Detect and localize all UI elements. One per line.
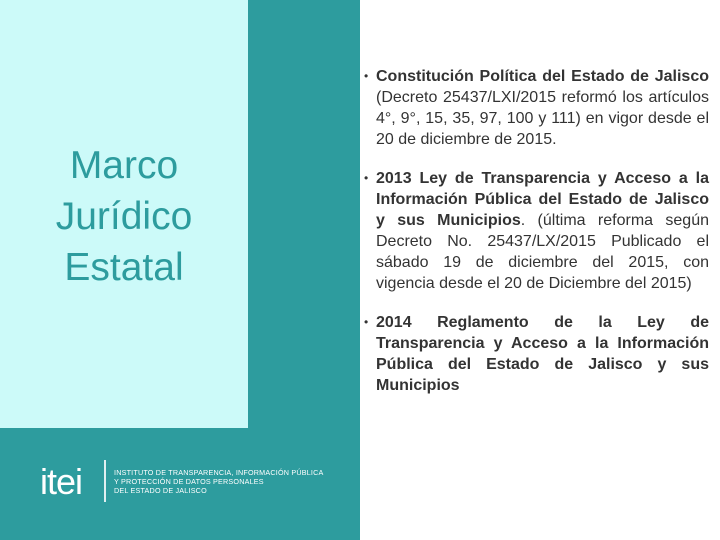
logo-separator — [104, 460, 106, 502]
bullet-icon: • — [364, 315, 369, 329]
item-bold-text: Constitución Política del Estado de Jalisco — [376, 68, 709, 85]
teal-divider-bar — [248, 0, 360, 540]
page-title — [0, 140, 248, 293]
title-line-2: Jurídico — [55, 195, 193, 238]
bullet-icon: • — [364, 69, 369, 83]
legal-framework-list — [364, 66, 709, 414]
institute-name-line-2: Y PROTECCIÓN DE DATOS PERSONALES — [114, 476, 264, 486]
list-item — [364, 66, 709, 150]
title-line-3: Estatal — [64, 246, 184, 289]
list-item — [364, 312, 709, 396]
item-bold-text: 2013 Ley de Transparencia y Acceso a la Información Pública del Estado de Jalisco y sus Municipios — [376, 170, 709, 229]
institute-name — [114, 469, 364, 495]
item-text: . (última reforma según Decreto No. 25437/LX/2015 Publicado el sábado 19 de diciembre del 2015, con vigencia desde el 20 de Diciembre del 2015) — [376, 212, 709, 292]
itei-logo: itei — [40, 461, 83, 502]
institute-name-line-1: INSTITUTO DE TRANSPARENCIA, INFORMACIÓN PÚBLICA — [114, 468, 324, 477]
institute-name-line-3: DEL ESTADO DE JALISCO — [114, 485, 207, 495]
title-line-1: Marco — [69, 144, 179, 187]
list-item — [364, 168, 709, 294]
bullet-icon: • — [364, 171, 369, 185]
item-bold-text: 2014 Reglamento de la Ley de Transparencia y Acceso a la Información Pública del Estado de Jalisco y sus Municipios — [376, 314, 709, 394]
item-text: (Decreto 25437/LXI/2015 reformó los artículos 4°, 9°, 15, 35, 97, 100 y 111) en vigor desde el 20 de diciembre de 2015. — [376, 89, 709, 148]
